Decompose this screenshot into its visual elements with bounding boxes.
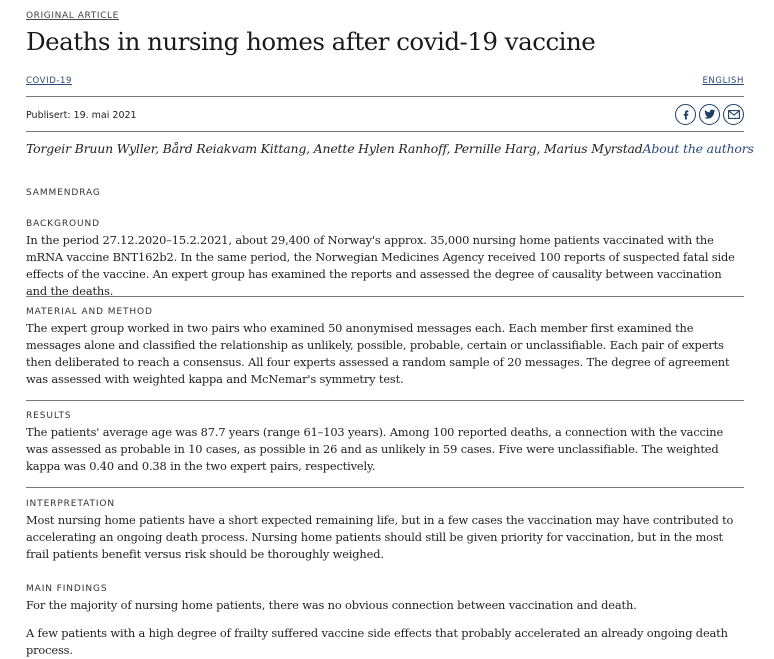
language-link[interactable]: ENGLISH	[702, 76, 744, 86]
about-authors-link[interactable]: About the authors	[642, 141, 754, 156]
section-method	[26, 307, 744, 388]
section-text: Most nursing home patients have a short expected remaining life, but in a few cases the vaccination may have contributed to accelerating an ongoing death process. Nursing home patients should still be given priority for vaccination, but in the most frail patients benefit versus risk should be thoroughly weighed.	[26, 513, 734, 561]
article-title: Deaths in nursing homes after covid-19 vaccine	[26, 27, 596, 56]
finding-item: For the majority of nursing home patients, there was no obvious connection between vaccination and death.	[26, 598, 637, 612]
section-heading: BACKGROUND	[26, 219, 100, 229]
section-divider	[26, 296, 744, 297]
facebook-share-button[interactable]	[675, 104, 696, 125]
facebook-icon	[680, 109, 691, 120]
section-text: The patients' average age was 87.7 years (range 61–103 years). Among 100 reported deaths, a connection with the vaccine was assessed as probable in 10 cases, as possible in 26 and as unlikely in 59 cases. Five were unclassifiable. The weighted kappa was 0.40 and 0.38 in the two expert pairs, respectively.	[26, 425, 724, 473]
author-names: Torgeir Bruun Wyller, Bård Reiakvam Kittang, Anette Hylen Ranhoff, Pernille Harg, Marius Myrstad	[26, 141, 643, 156]
section-text: In the period 27.12.2020–15.2.2021, about 29,400 of Norway's approx. 35,000 nursing home patients vaccinated with the mRNA vaccine BNT162b2. In the same period, the Norwegian Medicines Agency received 100 reports of suspected fatal side effects of the vaccine. An expert group has examined the reports and assessed the degree of causality between vaccination and the deaths.	[26, 233, 735, 298]
section-heading: INTERPRETATION	[26, 499, 116, 509]
header-divider	[26, 96, 744, 97]
topic-tag-link[interactable]: COVID-19	[26, 76, 73, 86]
author-list	[26, 141, 754, 156]
section-heading: MATERIAL AND METHOD	[26, 307, 153, 317]
section-text: The expert group worked in two pairs who examined 50 anonymised messages each. Each member first examined the messages alone and classified the relationship as unlikely, possible, probable, certain or unclassifiable. Each pair of experts then deliberated to reach a consensus. All four experts assessed a random sample of 20 messages. The degree of agreement was assessed with weighted kappa and McNemar's symmetry test.	[26, 321, 730, 386]
article-type-label: ORIGINAL ARTICLE	[26, 11, 119, 21]
section-divider	[26, 487, 744, 488]
email-icon	[728, 110, 740, 119]
section-heading: RESULTS	[26, 411, 72, 421]
finding-item: A few patients with a high degree of frailty suffered vaccine side effects that probably accelerated an already ongoing death process.	[26, 626, 728, 657]
twitter-icon	[704, 109, 716, 120]
meta-divider	[26, 131, 744, 132]
section-divider	[26, 400, 744, 401]
twitter-share-button[interactable]	[699, 104, 720, 125]
summary-label: SAMMENDRAG	[26, 188, 101, 198]
section-interpretation	[26, 499, 744, 563]
publish-date: Publisert: 19. mai 2021	[26, 110, 137, 121]
section-results	[26, 411, 744, 475]
section-main-findings	[26, 584, 744, 659]
section-background	[26, 219, 744, 300]
share-buttons	[675, 104, 744, 125]
email-share-button[interactable]	[723, 104, 744, 125]
section-heading: MAIN FINDINGS	[26, 584, 108, 594]
